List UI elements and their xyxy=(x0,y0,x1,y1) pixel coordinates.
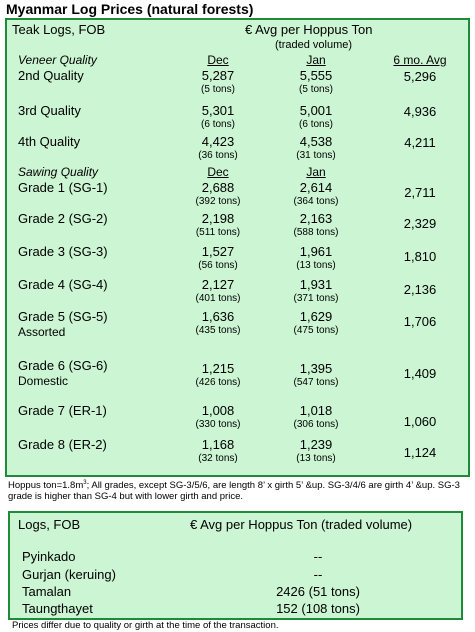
sawing-row-jan-volume: (371 tons) xyxy=(293,293,339,304)
sawing-row-avg: 2,711 xyxy=(404,185,436,200)
logs-row-value: -- xyxy=(313,567,323,582)
sawing-row-jan: 1,395 xyxy=(299,361,333,376)
sawing-row-dec-volume: (401 tons) xyxy=(195,293,241,304)
footnote-sup: 3 xyxy=(83,480,87,486)
sawing-label: Sawing Quality xyxy=(18,165,99,179)
logs-row-value: 2426 (51 tons) xyxy=(276,584,360,599)
sawing-row-jan-volume: (588 tons) xyxy=(293,227,339,238)
sawing-row-dec: 2,127 xyxy=(201,277,235,292)
veneer-label: Veneer Quality xyxy=(18,53,97,67)
sawing-row-jan-volume: (306 tons) xyxy=(293,419,339,430)
veneer-col-avg: 6 mo. Avg xyxy=(393,53,447,67)
logs-heading: Logs, FOB xyxy=(18,517,81,532)
sawing-row-jan-volume: (364 tons) xyxy=(293,196,339,207)
logs-row-value: -- xyxy=(313,549,323,564)
sawing-col-jan: Jan xyxy=(306,165,326,179)
teak-unit: € Avg per Hoppus Ton xyxy=(245,22,373,37)
veneer-row-name: 3rd Quality xyxy=(18,103,81,118)
sawing-row-jan: 2,614 xyxy=(299,180,333,195)
veneer-row-jan: 5,001 xyxy=(299,103,333,118)
sawing-row-name: Grade 3 (SG-3) xyxy=(18,244,108,259)
page-title: Myanmar Log Prices (natural forests) xyxy=(6,1,254,17)
sawing-row-dec: 1,215 xyxy=(201,361,235,376)
sawing-row-sub: Domestic xyxy=(18,374,69,388)
veneer-row-dec: 5,287 xyxy=(201,68,235,83)
sawing-row-dec-volume: (330 tons) xyxy=(195,419,241,430)
sawing-row-dec-volume: (56 tons) xyxy=(198,260,238,271)
footnote-text-2: ; All grades, except SG-3/5/6, are length 8’ x girth 5’ &up. SG-3/4/6 are girth 4’ &up. SG-3 grade is higher than SG-4 but with lower girth and price. xyxy=(8,480,460,503)
veneer-row-avg: 4,211 xyxy=(404,135,436,150)
veneer-col-dec: Dec xyxy=(207,53,229,67)
logs-row-name: Gurjan (keruing) xyxy=(22,567,116,582)
veneer-col-jan: Jan xyxy=(306,53,326,67)
logs-row-name: Taungthayet xyxy=(22,601,93,616)
sawing-row-jan: 1,018 xyxy=(299,403,333,418)
veneer-row-jan-volume: (5 tons) xyxy=(299,84,333,95)
logs-row-name: Pyinkado xyxy=(22,549,76,564)
sawing-row-sub: Assorted xyxy=(18,325,66,339)
sawing-row-jan-volume: (13 tons) xyxy=(296,260,336,271)
sawing-row-dec: 1,636 xyxy=(201,309,235,324)
sawing-row-avg: 2,329 xyxy=(403,216,437,231)
sawing-col-dec: Dec xyxy=(207,165,229,179)
sawing-row-dec-volume: (511 tons) xyxy=(195,227,241,238)
sawing-row-avg: 1,409 xyxy=(403,366,437,381)
sawing-row-name: Grade 8 (ER-2) xyxy=(18,437,107,452)
sawing-row-jan: 1,961 xyxy=(299,244,333,259)
sawing-row-dec-volume: (32 tons) xyxy=(198,453,238,464)
teak-unit-sub: (traded volume) xyxy=(275,39,353,51)
sawing-row-jan-volume: (13 tons) xyxy=(296,453,336,464)
logs-row-value: 152 (108 tons) xyxy=(276,601,360,616)
sawing-row-avg: 1,060 xyxy=(403,414,437,429)
sawing-row-avg: 2,136 xyxy=(403,282,437,297)
veneer-row-dec-volume: (36 tons) xyxy=(198,150,238,161)
sawing-row-name: Grade 5 (SG-5) xyxy=(18,309,108,324)
footnote xyxy=(8,478,468,502)
sawing-row-jan-volume: (475 tons) xyxy=(293,325,339,336)
veneer-row-jan: 5,555 xyxy=(299,68,333,83)
sawing-row-jan: 1,239 xyxy=(299,437,333,452)
veneer-row-dec-volume: (5 tons) xyxy=(201,84,235,95)
sawing-row-jan: 1,629 xyxy=(299,309,333,324)
logs-row-name: Tamalan xyxy=(22,584,72,599)
footnote-text-1: Hoppus ton=1.8m xyxy=(8,480,84,492)
sawing-row-avg: 1,810 xyxy=(403,249,437,264)
veneer-row-jan: 4,538 xyxy=(299,134,333,149)
sawing-row-name: Grade 6 (SG-6) xyxy=(18,358,108,373)
sawing-row-jan: 1,931 xyxy=(299,277,333,292)
bottom-note: Prices differ due to quality or girth at the time of the transaction. xyxy=(12,620,279,631)
sawing-row-dec: 1,527 xyxy=(201,244,235,259)
sawing-row-name: Grade 4 (SG-4) xyxy=(18,277,108,292)
sawing-row-name: Grade 1 (SG-1) xyxy=(18,180,108,195)
logs-unit: € Avg per Hoppus Ton (traded volume) xyxy=(190,517,413,532)
veneer-row-avg: 5,296 xyxy=(403,69,437,84)
veneer-row-name: 2nd Quality xyxy=(18,68,84,83)
sawing-row-dec: 2,198 xyxy=(201,211,235,226)
teak-heading: Teak Logs, FOB xyxy=(12,22,106,37)
veneer-row-name: 4th Quality xyxy=(18,134,81,149)
veneer-row-dec: 5,301 xyxy=(201,103,235,118)
sawing-row-avg: 1,706 xyxy=(403,314,437,329)
sawing-row-dec-volume: (435 tons) xyxy=(195,325,241,336)
sawing-row-name: Grade 7 (ER-1) xyxy=(18,403,107,418)
sawing-row-avg: 1,124 xyxy=(403,445,437,460)
veneer-row-jan-volume: (6 tons) xyxy=(299,119,333,130)
sawing-row-dec: 1,168 xyxy=(201,437,235,452)
veneer-row-avg: 4,936 xyxy=(403,104,437,119)
sawing-row-dec: 1,008 xyxy=(201,403,235,418)
veneer-row-dec: 4,423 xyxy=(201,134,235,149)
sawing-row-dec-volume: (392 tons) xyxy=(195,196,241,207)
sawing-row-jan: 2,163 xyxy=(299,211,333,226)
sawing-row-dec-volume: (426 tons) xyxy=(195,377,241,388)
veneer-row-dec-volume: (6 tons) xyxy=(201,119,235,130)
sawing-row-dec: 2,688 xyxy=(201,180,235,195)
veneer-row-jan-volume: (31 tons) xyxy=(296,150,336,161)
sawing-row-jan-volume: (547 tons) xyxy=(293,377,339,388)
sawing-row-name: Grade 2 (SG-2) xyxy=(18,211,108,226)
